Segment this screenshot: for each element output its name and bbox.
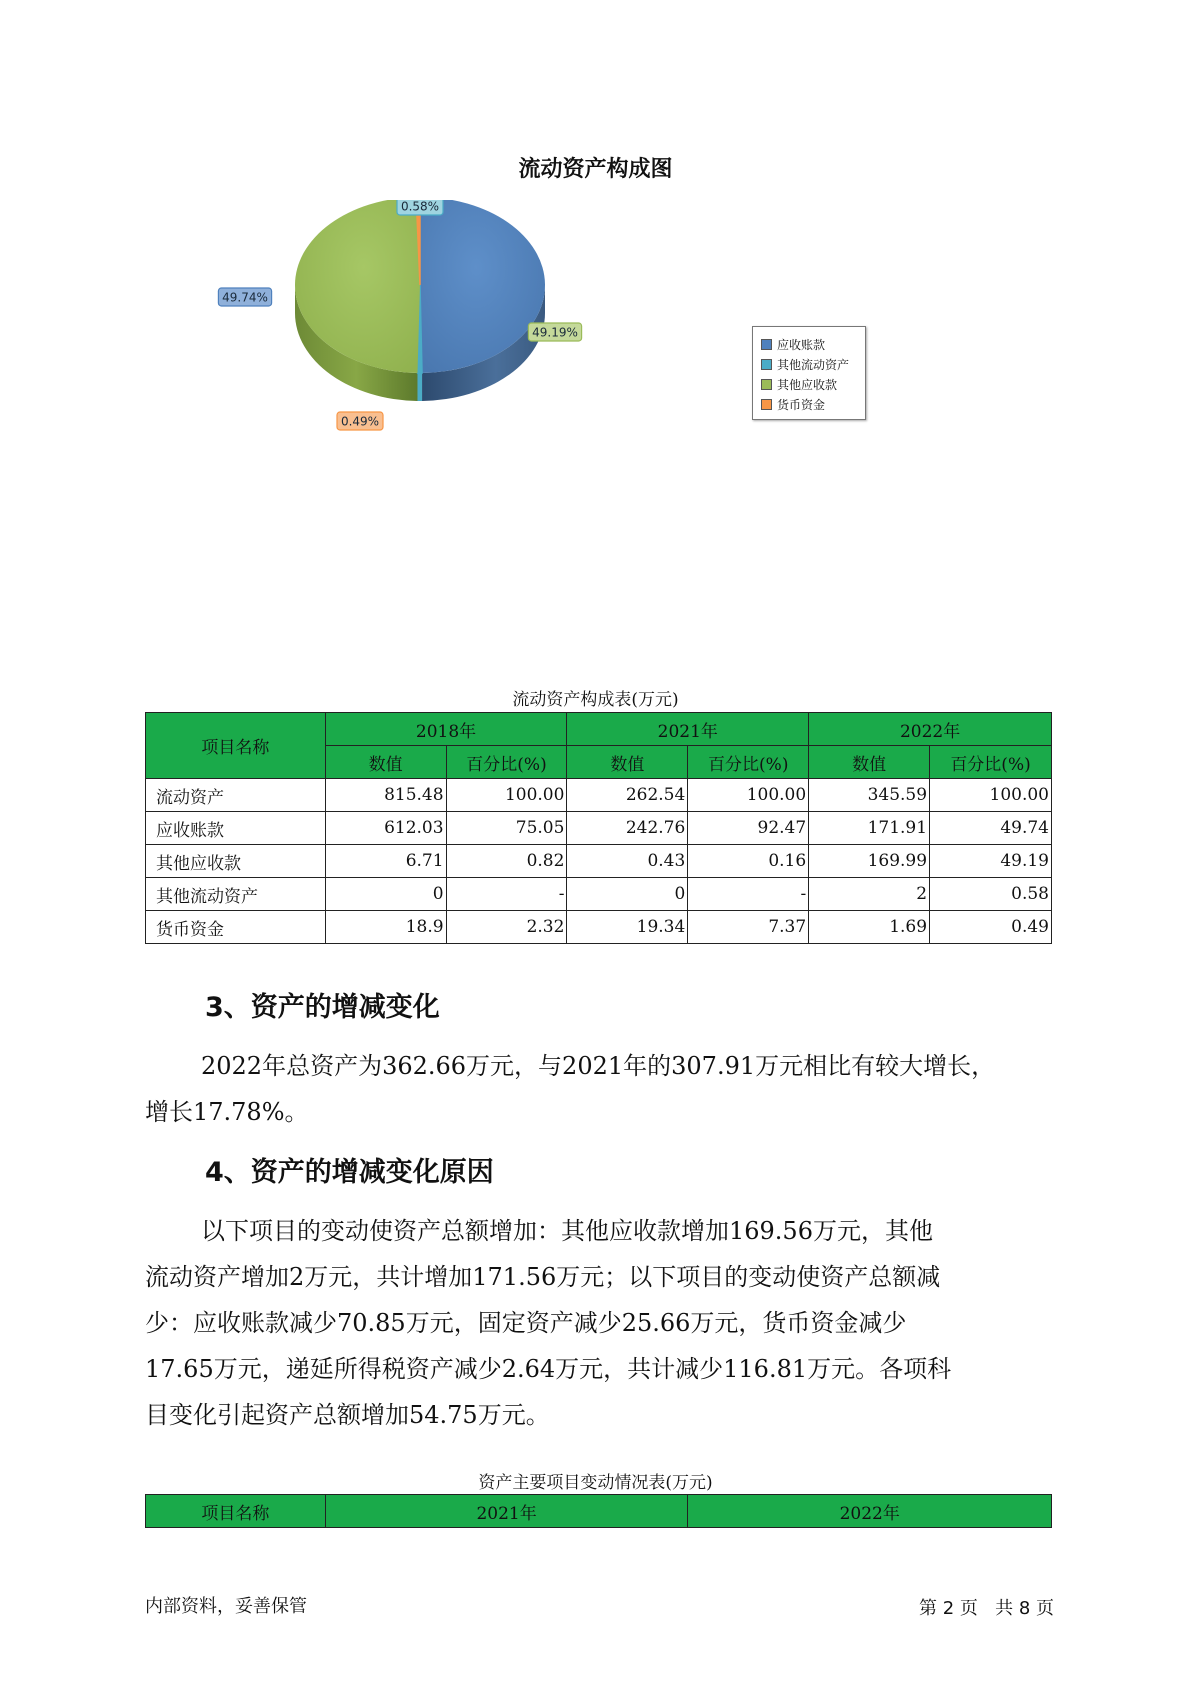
data-label xyxy=(337,412,383,430)
current-assets-table xyxy=(145,712,1052,944)
table-row xyxy=(146,812,1052,845)
cell: 92.47 xyxy=(688,812,809,845)
data-label xyxy=(397,200,443,215)
legend-item xyxy=(753,355,865,374)
cell: 0.16 xyxy=(688,845,809,878)
cell: 18.9 xyxy=(325,911,446,944)
row-name: 其他流动资产 xyxy=(146,878,326,911)
legend-swatch xyxy=(761,379,772,390)
section4-heading: 4、资产的增减变化原因 xyxy=(205,1157,494,1188)
legend-label: 货币资金 xyxy=(777,398,826,412)
slice-other-current-assets-side xyxy=(417,373,422,401)
paragraph-line: 流动资产增加2万元，共计增加171.56万元；以下项目的变动使资产总额减 xyxy=(145,1263,941,1291)
section3-paragraph xyxy=(145,1043,1055,1135)
paragraph-line: 以下项目的变动使资产总额增加：其他应收款增加169.56万元，其他 xyxy=(201,1217,933,1245)
subheader: 数值 xyxy=(567,746,688,779)
cell: 100.00 xyxy=(930,779,1052,812)
paragraph-line: 少：应收账款减少70.85万元，固定资产减少25.66万元，货币资金减少 xyxy=(145,1309,907,1337)
cell: 100.00 xyxy=(446,779,567,812)
legend-label: 其他应收款 xyxy=(777,378,838,392)
data-label-text: 0.49% xyxy=(340,414,380,429)
cell: 49.19 xyxy=(930,845,1052,878)
header-year: 2022年 xyxy=(809,713,1052,746)
header-item-name: 项目名称 xyxy=(146,713,326,779)
cell: 6.71 xyxy=(325,845,446,878)
header-item-name: 项目名称 xyxy=(146,1495,326,1528)
header-year: 2018年 xyxy=(325,713,567,746)
cell: 171.91 xyxy=(809,812,930,845)
subheader: 数值 xyxy=(809,746,930,779)
table1-caption: 流动资产构成表(万元) xyxy=(512,690,679,710)
table-row xyxy=(146,779,1052,812)
cell: 19.34 xyxy=(567,911,688,944)
paragraph-line: 2022年总资产为362.66万元，与2021年的307.91万元相比有较大增长， xyxy=(201,1052,996,1080)
cell: 2 xyxy=(809,878,930,911)
legend-label: 应收账款 xyxy=(777,338,826,352)
section3-heading: 3、资产的增减变化 xyxy=(205,992,440,1023)
paragraph-line: 目变化引起资产总额增加54.75万元。 xyxy=(145,1401,550,1429)
data-label-text: 49.19% xyxy=(532,325,578,340)
table-row xyxy=(146,911,1052,944)
page-number: 第 2 页 共 8 页 xyxy=(919,1598,1054,1619)
cell: 262.54 xyxy=(567,779,688,812)
data-label-text: 49.74% xyxy=(222,290,268,305)
cell: 345.59 xyxy=(809,779,930,812)
cell: 1.69 xyxy=(809,911,930,944)
table-row xyxy=(146,845,1052,878)
paragraph-line: 增长17.78%。 xyxy=(145,1098,309,1126)
cell: 0.43 xyxy=(567,845,688,878)
cell: 0.82 xyxy=(446,845,567,878)
cell: 7.37 xyxy=(688,911,809,944)
row-name: 货币资金 xyxy=(146,911,326,944)
data-label xyxy=(528,323,581,341)
chart-legend xyxy=(752,326,866,420)
legend-label: 其他流动资产 xyxy=(777,358,850,372)
cell: 0 xyxy=(325,878,446,911)
legend-swatch xyxy=(761,339,772,350)
legend-item xyxy=(753,335,865,354)
cell: 100.00 xyxy=(688,779,809,812)
cell: - xyxy=(446,878,567,911)
cell: 242.76 xyxy=(567,812,688,845)
legend-item xyxy=(753,375,865,394)
legend-swatch xyxy=(761,399,772,410)
cell: 0.58 xyxy=(930,878,1052,911)
cell: 2.32 xyxy=(446,911,567,944)
cell: 0.49 xyxy=(930,911,1052,944)
cell: - xyxy=(688,878,809,911)
subheader: 百分比(%) xyxy=(446,746,567,779)
table-row xyxy=(146,878,1052,911)
table2-caption: 资产主要项目变动情况表(万元) xyxy=(478,1473,713,1493)
cell: 0 xyxy=(567,878,688,911)
row-name: 流动资产 xyxy=(146,779,326,812)
pie-chart xyxy=(200,200,620,450)
cell: 815.48 xyxy=(325,779,446,812)
chart-title: 流动资产构成图 xyxy=(518,157,673,182)
row-name: 应收账款 xyxy=(146,812,326,845)
cell: 612.03 xyxy=(325,812,446,845)
row-name: 其他应收款 xyxy=(146,845,326,878)
legend-item xyxy=(753,395,865,414)
header-year: 2022年 xyxy=(688,1495,1052,1528)
subheader: 百分比(%) xyxy=(930,746,1052,779)
footer-note: 内部资料，妥善保管 xyxy=(145,1596,307,1617)
paragraph-line: 17.65万元，递延所得税资产减少2.64万元，共计减少116.81万元。各项科 xyxy=(145,1355,952,1383)
table-header-row xyxy=(146,1495,1052,1528)
cell: 49.74 xyxy=(930,812,1052,845)
asset-change-table xyxy=(145,1494,1052,1528)
cell: 75.05 xyxy=(446,812,567,845)
subheader: 百分比(%) xyxy=(688,746,809,779)
header-year: 2021年 xyxy=(567,713,809,746)
section4-paragraph xyxy=(145,1208,1055,1438)
data-label xyxy=(218,288,271,306)
table-header-row xyxy=(146,713,1052,746)
cell: 169.99 xyxy=(809,845,930,878)
legend-swatch xyxy=(761,359,772,370)
data-label-text: 0.58% xyxy=(400,200,440,214)
subheader: 数值 xyxy=(325,746,446,779)
header-year: 2021年 xyxy=(325,1495,688,1528)
